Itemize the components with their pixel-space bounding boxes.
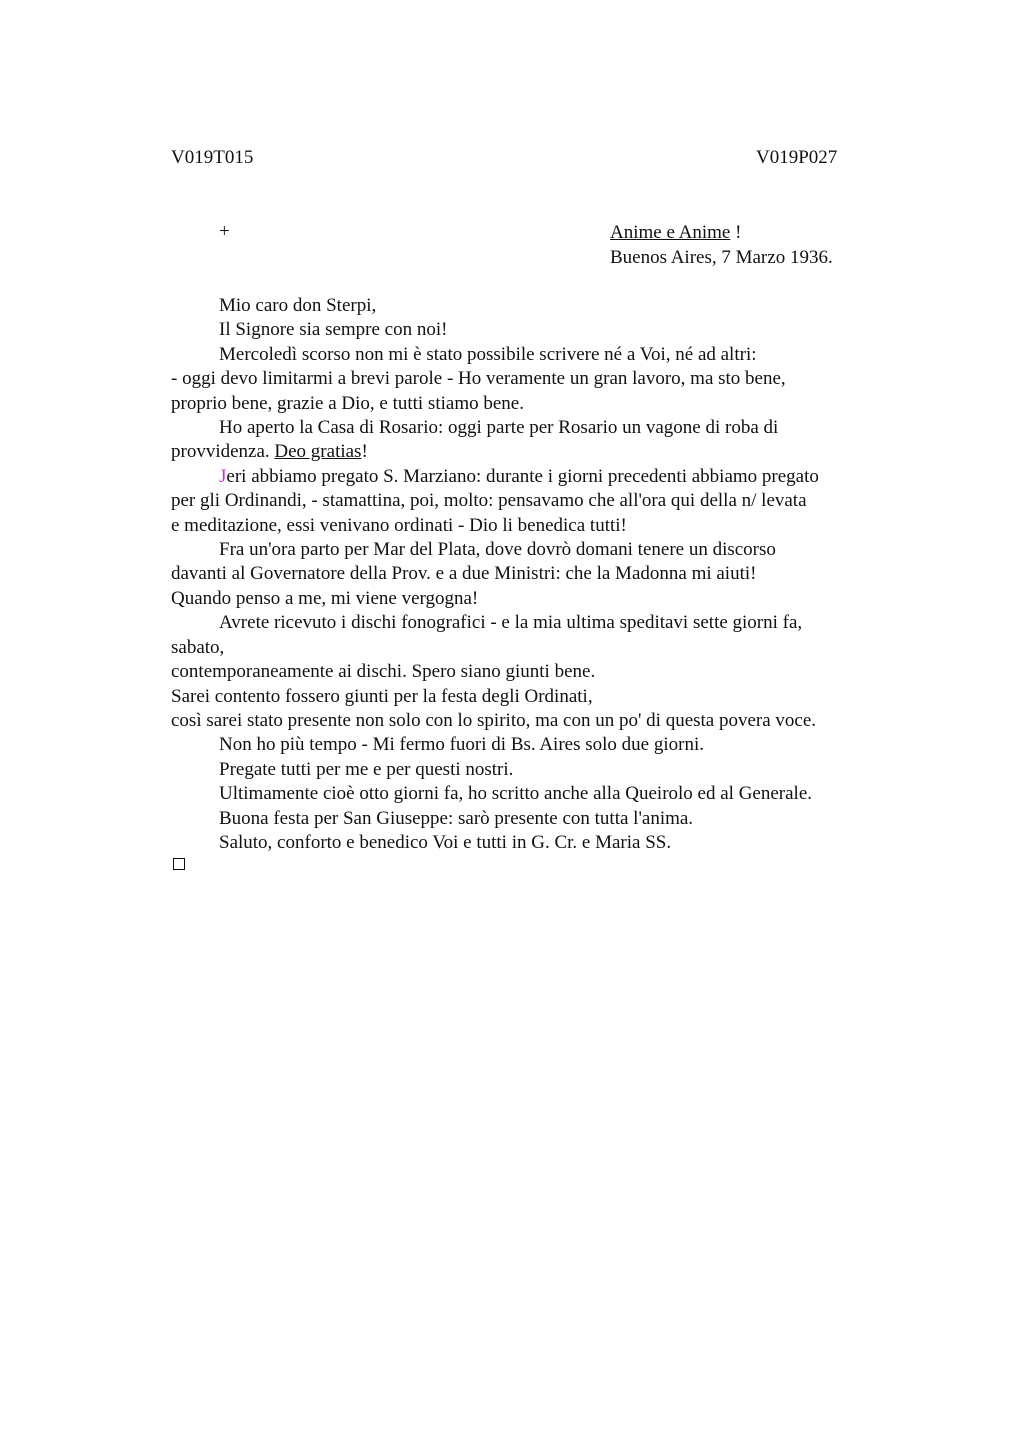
paragraph-4-line-1: Fra un'ora parto per Mar del Plata, dove dovrò domani tenere un discorso bbox=[219, 539, 776, 561]
letter-body bbox=[171, 294, 891, 855]
paragraph-2-line-2 bbox=[171, 440, 891, 464]
paragraph-5-line-3: contemporaneamente ai dischi. Spero siano giunti bene. bbox=[171, 661, 596, 683]
paragraph-2-text: provvidenza. bbox=[171, 441, 275, 463]
end-of-document-box-icon bbox=[173, 858, 185, 870]
paragraph-3-line-2: per gli Ordinandi, - stamattina, poi, molto: pensavamo che all'ora qui della n/ levata bbox=[171, 490, 807, 512]
document-code-right: V019P027 bbox=[756, 147, 838, 168]
letter-heading bbox=[610, 221, 833, 270]
paragraph-5-line-5: così sarei stato presente non solo con lo spirito, ma con un po' di questa povera voce. bbox=[171, 709, 817, 731]
paragraph-5-line-2: sabato, bbox=[171, 636, 225, 658]
motto-line bbox=[610, 221, 833, 246]
paragraph-3-text: eri abbiamo pregato S. Marziano: durante i giorni precedenti abbiamo pregato bbox=[226, 465, 819, 487]
paragraph-2-line-1: Ho aperto la Casa di Rosario: oggi parte per Rosario un vagone di roba di bbox=[219, 417, 779, 439]
paragraph-1-line-1: Mercoledì scorso non mi è stato possibile scrivere né a Voi, né ad altri: bbox=[219, 343, 757, 365]
paragraph-4-line-2: davanti al Governatore della Prov. e a due Ministri: che la Madonna mi aiuti! bbox=[171, 563, 757, 585]
paragraph-4-line-3: Quando penso a me, mi viene vergogna! bbox=[171, 587, 479, 609]
paragraph-3-line-1 bbox=[171, 465, 891, 489]
paragraph-7: Pregate tutti per me e per questi nostri. bbox=[219, 758, 514, 780]
paragraph-3-line-3: e meditazione, essi venivano ordinati - Dio li benedica tutti! bbox=[171, 514, 627, 536]
paragraph-10: Saluto, conforto e benedico Voi e tutti in G. Cr. e Maria SS. bbox=[219, 831, 672, 853]
paragraph-5-line-1: Avrete ricevuto i dischi fonografici - e la mia ultima speditavi sette giorni fa, bbox=[219, 612, 803, 634]
greeting: Il Signore sia sempre con noi! bbox=[219, 319, 448, 341]
motto-text: Anime e Anime bbox=[610, 222, 731, 243]
motto-suffix: ! bbox=[730, 222, 742, 243]
highlighted-initial: J bbox=[219, 465, 227, 487]
place-date: Buenos Aires, 7 Marzo 1936. bbox=[610, 246, 833, 268]
paragraph-6: Non ho più tempo - Mi fermo fuori di Bs. Aires solo due giorni. bbox=[219, 734, 704, 756]
salutation: Mio caro don Sterpi, bbox=[219, 295, 377, 316]
paragraph-2-end: ! bbox=[361, 441, 368, 463]
cross-symbol: + bbox=[219, 221, 230, 242]
paragraph-5-line-4: Sarei contento fossero giunti per la festa degli Ordinati, bbox=[171, 685, 593, 707]
paragraph-1-line-3: proprio bene, grazie a Dio, e tutti stiamo bene. bbox=[171, 392, 524, 414]
paragraph-8: Ultimamente cioè otto giorni fa, ho scritto anche alla Queirolo ed al Generale. bbox=[219, 783, 812, 805]
paragraph-9: Buona festa per San Giuseppe: sarò presente con tutta l'anima. bbox=[219, 807, 694, 829]
paragraph-1-line-2: - oggi devo limitarmi a brevi parole - Ho veramente un gran lavoro, ma sto bene, bbox=[171, 368, 786, 390]
deo-gratias: Deo gratias bbox=[274, 441, 362, 463]
document-code-left: V019T015 bbox=[171, 147, 254, 168]
